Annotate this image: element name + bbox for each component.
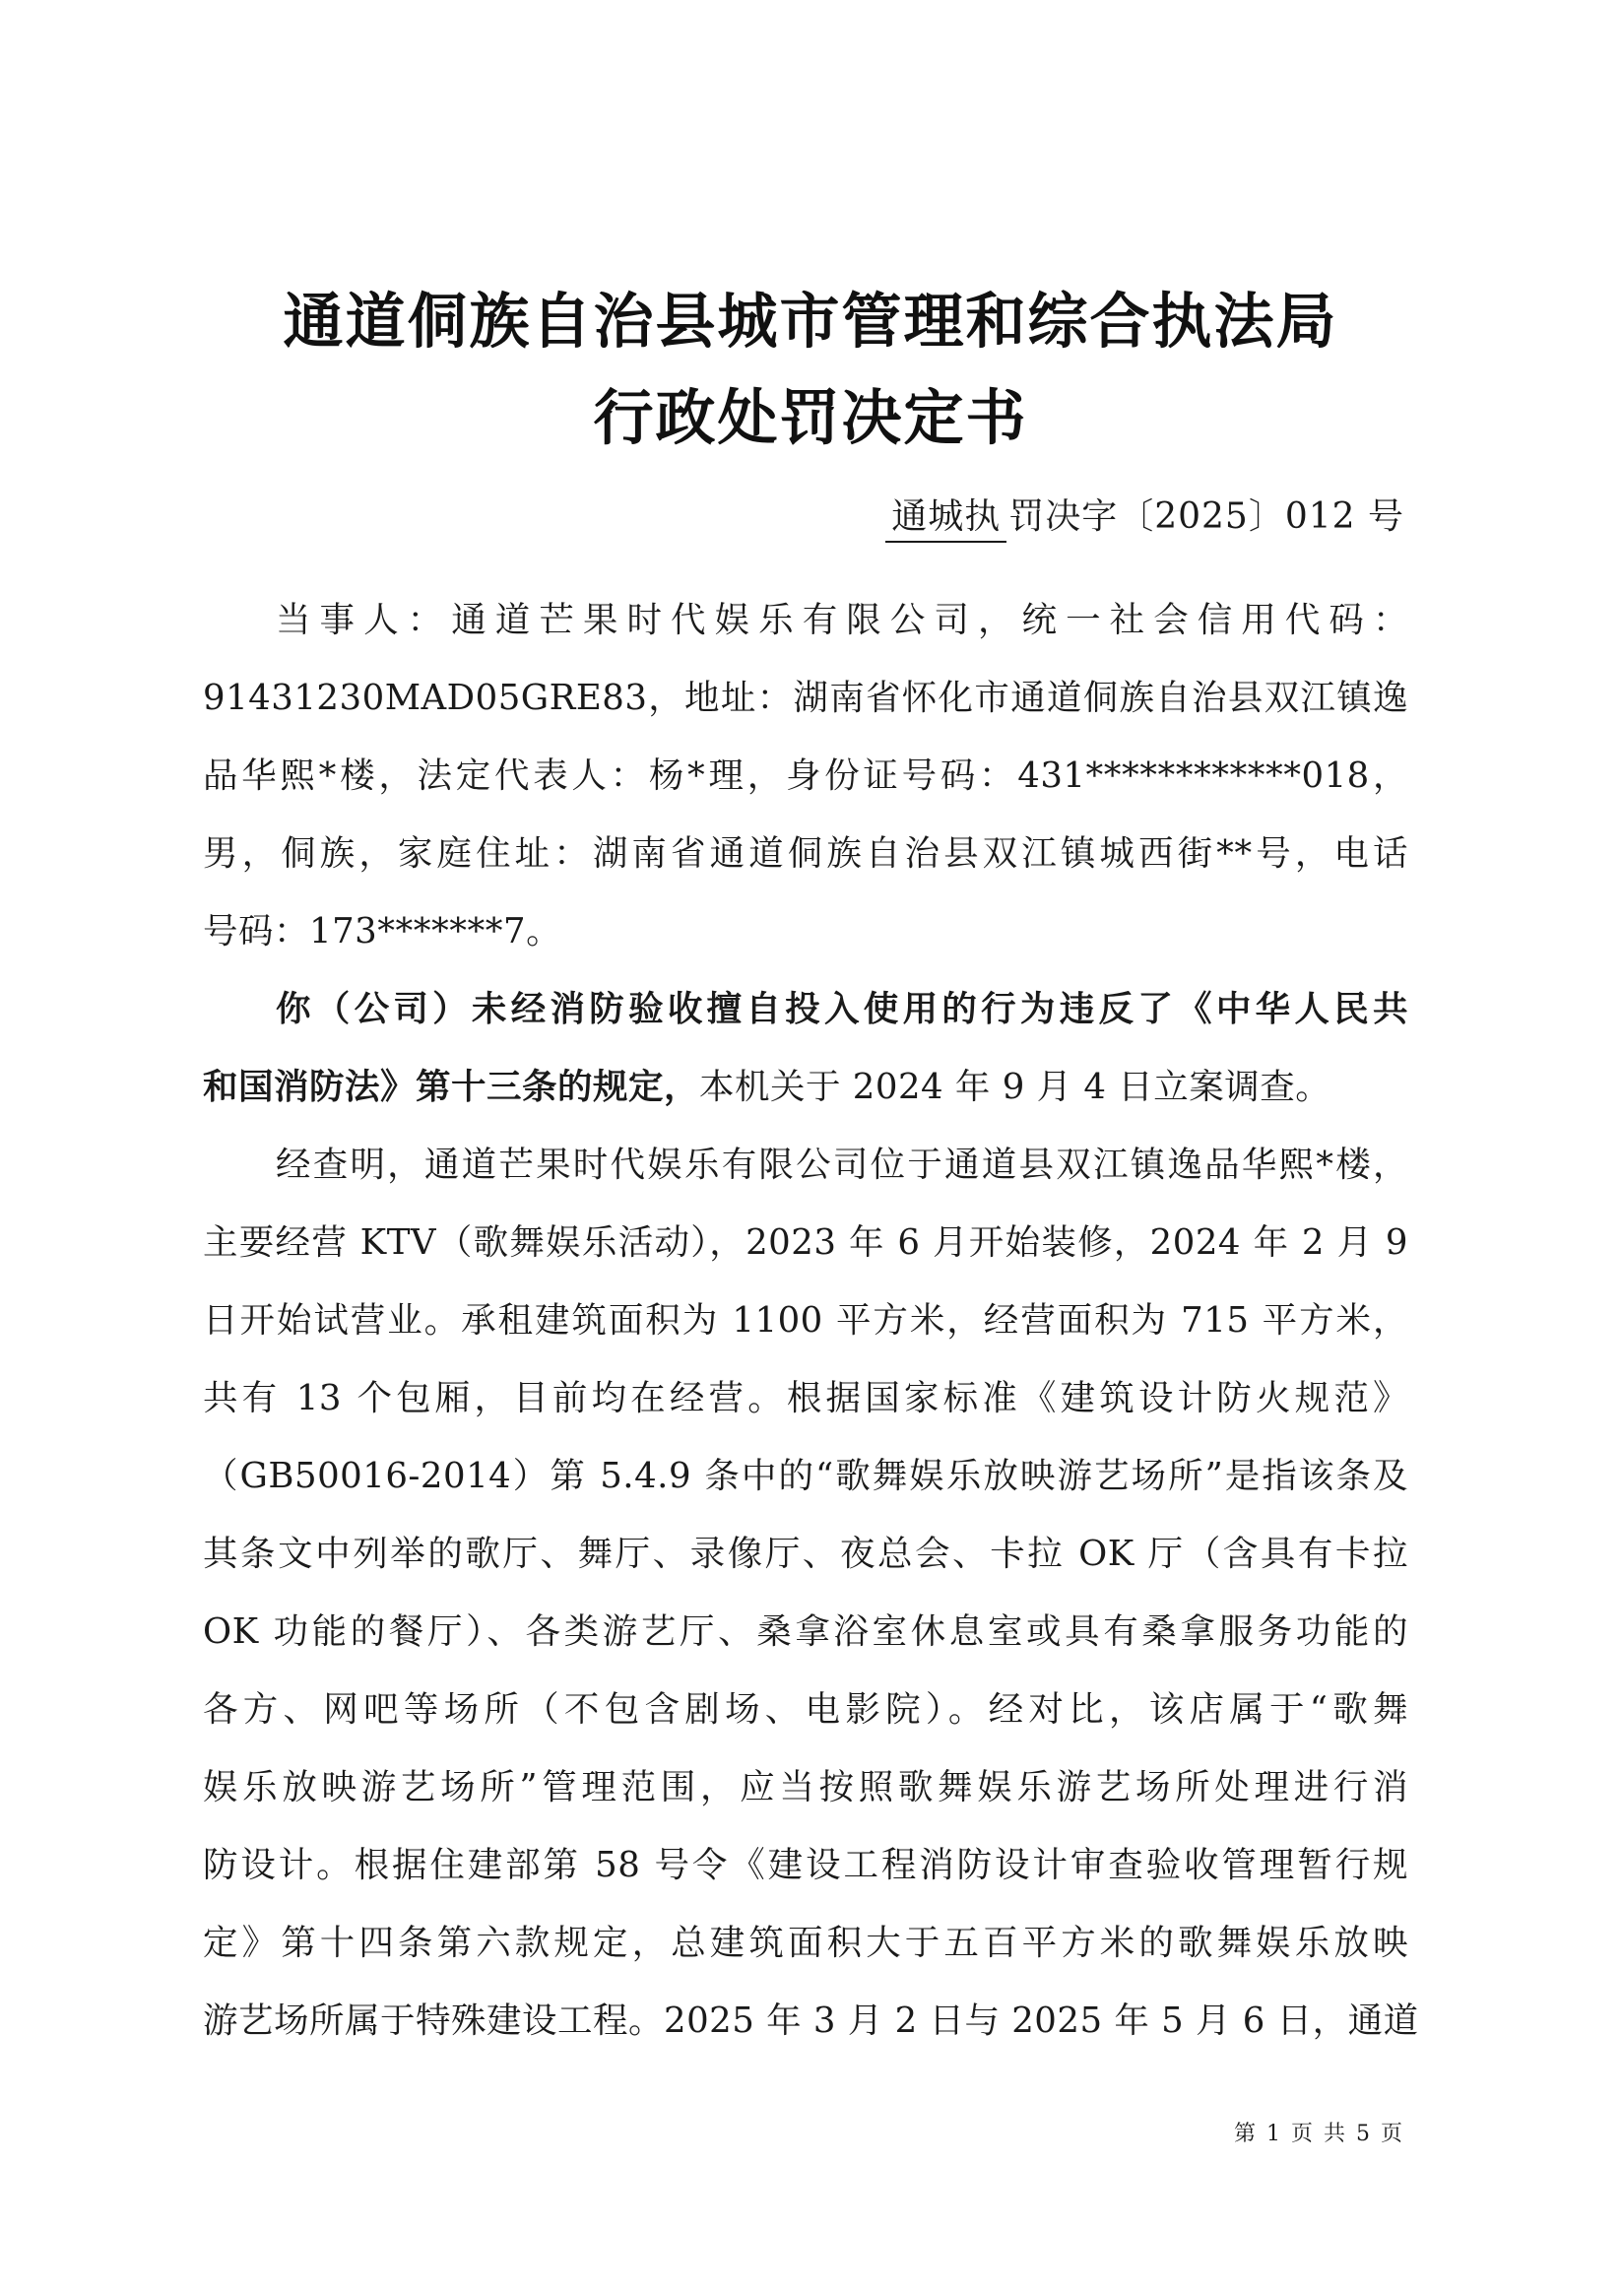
paragraph-line: 当事人：通道芒果时代娱乐有限公司，统一社会信用代码：: [276, 600, 1408, 640]
paragraph-line: 防设计。根据住建部第 58 号令《建设工程消防设计审查验收管理暂行规: [203, 1845, 1408, 1885]
paragraph-line: 男，侗族，家庭住址：湖南省通道侗族自治县双江镇城西街**号，电话: [203, 833, 1408, 874]
paragraph-line: 各方、网吧等场所（不包含剧场、电影院）。经对比，该店属于“歌舞: [203, 1689, 1408, 1730]
paragraph-line: 定》第十四条第六款规定，总建筑面积大于五百平方米的歌舞娱乐放映: [203, 1923, 1408, 1963]
paragraph-line: 共有 13 个包厢，目前均在经营。根据国家标准《建筑设计防火规范》: [203, 1378, 1408, 1418]
paragraph-line: 娱乐放映游艺场所”管理范围，应当按照歌舞娱乐游艺场所处理进行消: [203, 1767, 1408, 1807]
paragraph-line: 游艺场所属于特殊建设工程。2025 年 3 月 2 日与 2025 年 5 月 6 日，通道: [203, 2001, 1419, 2041]
paragraph-findings: [203, 1126, 1419, 2060]
paragraph-line: 经查明，通道芒果时代娱乐有限公司位于通道县双江镇逸品华熙*楼，: [276, 1145, 1408, 1185]
document-title-agency: 通道侗族自治县城市管理和综合执法局: [283, 287, 1338, 357]
case-filing-statement: 本机关于 2024 年 9 月 4 日立案调查。: [699, 1067, 1331, 1107]
paragraph-line-bold: 你（公司）未经消防验收擅自投入使用的行为违反了《中华人民共: [276, 989, 1408, 1029]
paragraph-line: 品华熙*楼，法定代表人：杨*理，身份证号码：431************018，: [203, 755, 1408, 796]
paragraph-line: 91431230MAD05GRE83，地址：湖南省怀化市通道侗族自治县双江镇逸: [203, 678, 1408, 718]
document-title-type: 行政处罚决定书: [593, 383, 1028, 453]
paragraph-line: （GB50016-2014）第 5.4.9 条中的“歌舞娱乐放映游艺场所”是指该条及: [203, 1456, 1408, 1496]
paragraph-violation: [203, 970, 1408, 1126]
paragraph-party-info: [203, 581, 1408, 970]
paragraph-line: OK 功能的餐厅）、各类游艺厅、桑拿浴室休息室或具有桑拿服务功能的: [203, 1611, 1408, 1652]
paragraph-line: 主要经营 KTV（歌舞娱乐活动），2023 年 6 月开始装修，2024 年 2 月 9: [203, 1222, 1408, 1263]
paragraph-line: 日开始试营业。承租建筑面积为 1100 平方米，经营面积为 715 平方米，: [203, 1300, 1408, 1341]
document-number: [885, 489, 1404, 543]
paragraph-line: 其条文中列举的歌厅、舞厅、录像厅、夜总会、卡拉 OK 厅（含具有卡拉: [203, 1534, 1408, 1574]
document-number-agency: 通城执: [885, 489, 1006, 543]
paragraph-line: 号码：173*******7。: [203, 911, 562, 951]
paragraph-line-mixed: [203, 1048, 1408, 1126]
page-number: 第 1 页 共 5 页: [1234, 2122, 1404, 2146]
violation-statement: 和国消防法》第十三条的规定，: [203, 1067, 700, 1107]
document-number-rest: 罚决字〔2025〕012 号: [1008, 496, 1404, 537]
